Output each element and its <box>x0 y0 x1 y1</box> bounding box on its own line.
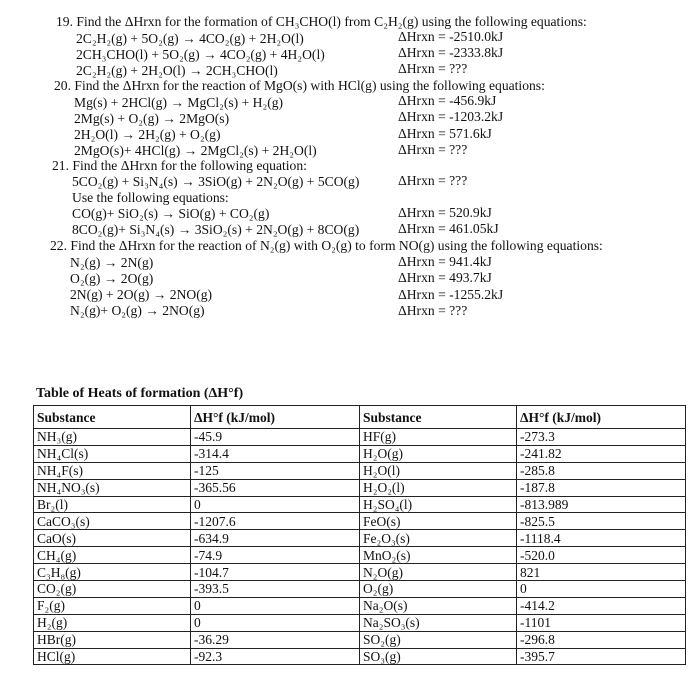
table-row <box>34 479 686 496</box>
q20-eq4: 2MgO(s)+ 4HCl(g) → 2MgCl₂(s) + 2H₂O(l) <box>74 143 317 158</box>
q19-heading: 19. Find the ΔHrxn for the formation of CH₃CHO(l) from C₂H₂(g) using the following equations: <box>56 14 587 29</box>
q22-eq3: 2N(g) + 2O(g) → 2NO(g) <box>70 287 213 302</box>
dhf-cell: -393.5 <box>191 581 360 598</box>
q20-dh2: ΔHrxn = -1203.2kJ <box>398 109 504 124</box>
substance-cell: HF(g) <box>360 429 517 446</box>
substance-cell: H₂O(l) <box>360 462 517 479</box>
q19-dh2: ΔHrxn = -2333.8kJ <box>398 45 504 60</box>
dhf-cell: 821 <box>517 564 686 581</box>
substance-cell: C₃H₈(g) <box>34 564 191 581</box>
substance-cell: H₂SO₄(l) <box>360 496 517 513</box>
table-row <box>34 513 686 530</box>
q21-eq2: 8CO₂(g)+ Si₃N₄(s) → 3SiO₂(s) + 2N₂O(g) + 8CO(g) <box>72 222 360 237</box>
table-row <box>34 547 686 564</box>
dhf-cell: -285.8 <box>517 462 686 479</box>
substance-cell: MnO₂(s) <box>360 547 517 564</box>
substance-cell: H₂(g) <box>34 614 191 631</box>
substance-cell: CaCO₃(s) <box>34 513 191 530</box>
q20-eq1: Mg(s) + 2HCl(g) → MgCl₂(s) + H₂(g) <box>74 95 284 110</box>
table-row <box>34 581 686 598</box>
table-row <box>34 429 686 446</box>
table-row <box>34 462 686 479</box>
substance-cell: HBr(g) <box>34 631 191 648</box>
q22-eq2: O₂(g) → 2O(g) <box>70 271 154 286</box>
q19-dh1: ΔHrxn = -2510.0kJ <box>398 29 504 44</box>
q20-eq2: 2Mg(s) + O₂(g) → 2MgO(s) <box>74 111 230 126</box>
substance-cell: SO₃(g) <box>360 648 517 665</box>
substance-cell: F₂(g) <box>34 597 191 614</box>
q22-eq4: N₂(g)+ O₂(g) → 2NO(g) <box>70 303 205 318</box>
q20-eq3: 2H₂O(l) → 2H₂(g) + O₂(g) <box>74 127 221 142</box>
substance-cell: NH₄NO₃(s) <box>34 479 191 496</box>
dhf-cell: -187.8 <box>517 479 686 496</box>
substance-cell: Na₂SO₃(s) <box>360 614 517 631</box>
dhf-cell: -414.2 <box>517 597 686 614</box>
dhf-cell: -296.8 <box>517 631 686 648</box>
q21-heading: 21. Find the ΔHrxn for the following equation: <box>52 158 307 173</box>
substance-cell: CaO(s) <box>34 530 191 547</box>
substance-cell: H₂O(g) <box>360 445 517 462</box>
q22-dh1: ΔHrxn = 941.4kJ <box>398 254 492 269</box>
table-row <box>34 496 686 513</box>
dhf-cell: -314.4 <box>191 445 360 462</box>
dhf-cell: -634.9 <box>191 530 360 547</box>
heats-of-formation-table <box>33 405 686 665</box>
table-row <box>34 597 686 614</box>
dhf-cell: -45.9 <box>191 429 360 446</box>
q22-dh2: ΔHrxn = 493.7kJ <box>398 270 492 285</box>
substance-cell: CO₂(g) <box>34 581 191 598</box>
dhf-cell: -273.3 <box>517 429 686 446</box>
dhf-cell: 0 <box>191 614 360 631</box>
substance-cell: SO₂(g) <box>360 631 517 648</box>
q22-dh3: ΔHrxn = -1255.2kJ <box>398 287 504 302</box>
dhf-cell: -36.29 <box>191 631 360 648</box>
header-dhf-2: ΔH°f (kJ/mol) <box>517 406 686 429</box>
table-header-row <box>34 406 686 429</box>
dhf-cell: -520.0 <box>517 547 686 564</box>
substance-cell: Na₂O(s) <box>360 597 517 614</box>
table-row <box>34 648 686 665</box>
substance-cell: CH₄(g) <box>34 547 191 564</box>
q21-target-eq: 5CO₂(g) + Si₃N₄(s) → 3SiO(g) + 2N₂O(g) + 5CO(g) <box>72 174 360 189</box>
substance-cell: HCl(g) <box>34 648 191 665</box>
dhf-cell: -241.82 <box>517 445 686 462</box>
table-row <box>34 631 686 648</box>
table-row <box>34 564 686 581</box>
q19-eq1: 2C₂H₂(g) + 5O₂(g) → 4CO₂(g) + 2H₂O(l) <box>76 31 304 46</box>
q19-eq3: 2C₂H₂(g) + 2H₂O(l) → 2CH₃CHO(l) <box>76 63 278 78</box>
dhf-cell: -825.5 <box>517 513 686 530</box>
header-substance-1: Substance <box>34 406 191 429</box>
q22-heading: 22. Find the ΔHrxn for the reaction of N₂(g) with O₂(g) to form NO(g) using the following equations: <box>50 238 603 253</box>
dhf-cell: 0 <box>517 581 686 598</box>
dhf-cell: -395.7 <box>517 648 686 665</box>
q21-dh1: ΔHrxn = 520.9kJ <box>398 205 492 220</box>
dhf-cell: -125 <box>191 462 360 479</box>
dhf-cell: -1207.6 <box>191 513 360 530</box>
q20-dh1: ΔHrxn = -456.9kJ <box>398 93 497 108</box>
dhf-cell: 0 <box>191 496 360 513</box>
substance-cell: NH₃(g) <box>34 429 191 446</box>
table-row <box>34 614 686 631</box>
dhf-cell: -92.3 <box>191 648 360 665</box>
q21-use-label: Use the following equations: <box>72 190 229 205</box>
substance-cell: O₂(g) <box>360 581 517 598</box>
q21-target-dh: ΔHrxn = ??? <box>398 173 468 188</box>
substance-cell: Fe₂O₃(s) <box>360 530 517 547</box>
substance-cell: Br₂(l) <box>34 496 191 513</box>
q21-dh2: ΔHrxn = 461.05kJ <box>398 221 499 236</box>
substance-cell: H₂O₂(l) <box>360 479 517 496</box>
substance-cell: N₂O(g) <box>360 564 517 581</box>
dhf-cell: -104.7 <box>191 564 360 581</box>
q20-dh4: ΔHrxn = ??? <box>398 142 468 157</box>
dhf-cell: -1118.4 <box>517 530 686 547</box>
q22-dh4: ΔHrxn = ??? <box>398 303 468 318</box>
substance-cell: FeO(s) <box>360 513 517 530</box>
q20-heading: 20. Find the ΔHrxn for the reaction of MgO(s) with HCl(g) using the following equations: <box>54 78 545 93</box>
table-title: Table of Heats of formation (ΔH°f) <box>36 386 244 401</box>
table-row <box>34 530 686 547</box>
substance-cell: NH₄F(s) <box>34 462 191 479</box>
dhf-cell: -1101 <box>517 614 686 631</box>
substance-cell: NH₄Cl(s) <box>34 445 191 462</box>
q21-eq1: CO(g)+ SiO₂(s) → SiO(g) + CO₂(g) <box>72 206 270 221</box>
q20-dh3: ΔHrxn = 571.6kJ <box>398 126 492 141</box>
dhf-cell: -365.56 <box>191 479 360 496</box>
header-substance-2: Substance <box>360 406 517 429</box>
q19-eq2: 2CH₃CHO(l) + 5O₂(g) → 4CO₂(g) + 4H₂O(l) <box>76 47 325 62</box>
q19-dh3: ΔHrxn = ??? <box>398 61 468 76</box>
dhf-cell: -813.989 <box>517 496 686 513</box>
dhf-cell: -74.9 <box>191 547 360 564</box>
header-dhf-1: ΔH°f (kJ/mol) <box>191 406 360 429</box>
dhf-cell: 0 <box>191 597 360 614</box>
q22-eq1: N₂(g) → 2N(g) <box>70 255 154 270</box>
table-row <box>34 445 686 462</box>
